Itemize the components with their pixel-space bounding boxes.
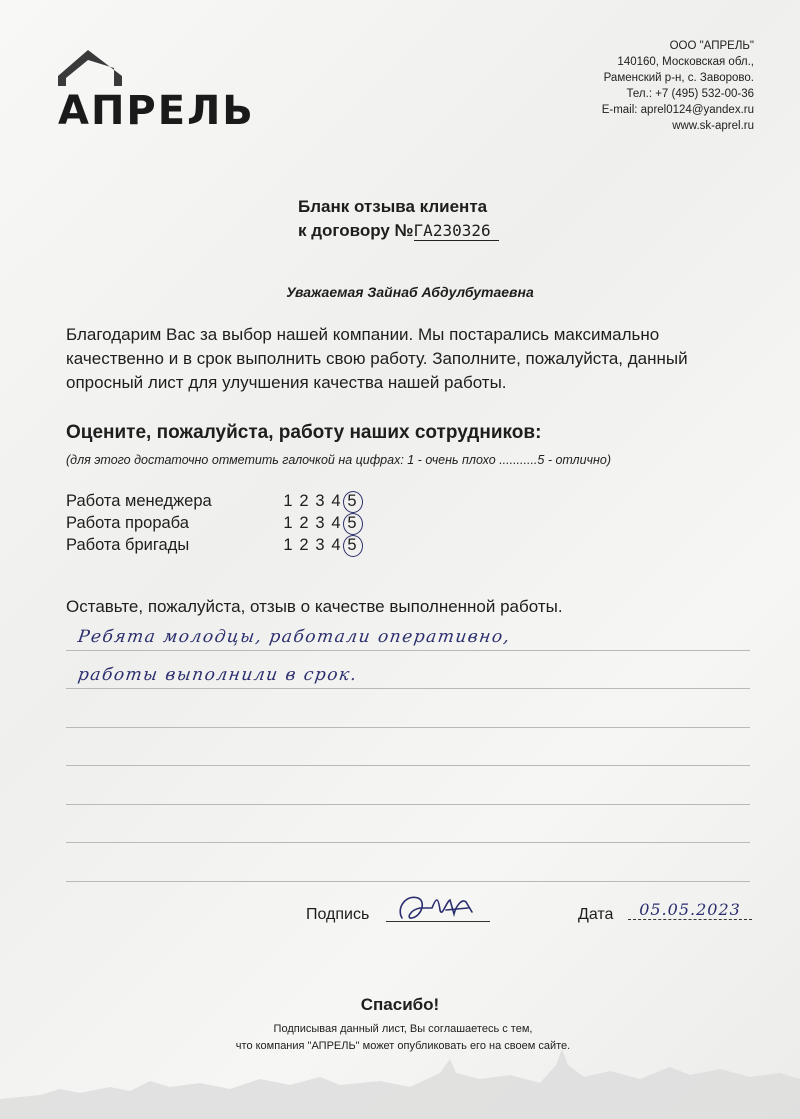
review-line: [66, 805, 750, 844]
greeting: Уважаемая Зайнаб Абдулбутаевна: [286, 284, 534, 300]
rating-option[interactable]: 5: [344, 536, 360, 555]
city-skyline-watermark: [0, 1029, 800, 1119]
form-title: [298, 195, 598, 243]
rating-scale[interactable]: [280, 514, 360, 533]
signature-line[interactable]: [386, 921, 490, 922]
house-roof-icon: [58, 46, 128, 88]
review-line: [66, 766, 750, 805]
review-line: [66, 612, 750, 651]
rating-option[interactable]: 1: [283, 514, 293, 532]
signature-label: Подпись: [306, 906, 370, 923]
review-line: [66, 728, 750, 767]
consent-line: что компания "АПРЕЛЬ" может опубликовать его на своем сайте.: [235, 1040, 571, 1052]
review-line: [66, 843, 750, 882]
rating-option[interactable]: 5: [344, 514, 360, 533]
review-heading: Оставьте, пожалуйста, отзыв о качестве выполненной работы.: [66, 597, 563, 616]
intro-text: Благодарим Вас за выбор нашей компании. Мы постарались максимально качественно и в срок выполнить свою работу. Заполните, пожалуйста, данный опросный лист для улучшения качества нашей работы.: [66, 325, 688, 392]
rating-hint: (для этого достаточно отметить галочкой на цифрах: 1 - очень плохо ...........5 - отлично): [66, 453, 612, 467]
contract-prefix: к договору №: [298, 221, 414, 240]
rating-option[interactable]: 2: [299, 536, 309, 554]
rating-option[interactable]: 3: [315, 536, 325, 554]
title-line-contract: [298, 219, 598, 243]
handwritten-text: работы выполнили в срок.: [76, 665, 359, 685]
rating-option[interactable]: 4: [331, 536, 341, 554]
address-line: 140160, Московская обл.,: [617, 56, 754, 68]
rating-option[interactable]: 2: [299, 514, 309, 532]
rating-row: [66, 534, 466, 556]
rating-row: [66, 490, 466, 512]
rating-scale[interactable]: [280, 536, 360, 555]
rating-label: Работа бригады: [66, 536, 190, 554]
contract-number: ГА230326: [414, 221, 499, 241]
rating-option[interactable]: 4: [331, 514, 341, 532]
ratings-block: [66, 490, 466, 556]
rating-row: [66, 512, 466, 534]
rating-option[interactable]: 5: [344, 492, 360, 511]
rating-label: Работа прораба: [66, 514, 189, 532]
review-lines[interactable]: [66, 612, 750, 882]
rating-option[interactable]: 4: [331, 492, 341, 510]
rating-option[interactable]: 1: [283, 536, 293, 554]
date-label: Дата: [578, 906, 614, 923]
consent-line: Подписывая данный лист, Вы соглашаетесь с тем,: [273, 1023, 533, 1035]
handwritten-text: Ребята молодцы, работали оперативно,: [76, 626, 512, 647]
rating-option[interactable]: 3: [315, 492, 325, 510]
website: www.sk-aprel.ru: [672, 120, 754, 132]
title-line: Бланк отзыва клиента: [298, 197, 488, 216]
rating-option[interactable]: 3: [315, 514, 325, 532]
company-contacts: [524, 38, 754, 134]
logo-text: АПРЕЛЬ: [58, 88, 255, 134]
address-line: Раменский р-н, с. Заворово.: [603, 72, 754, 84]
rating-scale[interactable]: [280, 492, 360, 511]
phone: Тел.: +7 (495) 532-00-36: [626, 88, 754, 100]
rating-option[interactable]: 2: [299, 492, 309, 510]
rating-heading: Оцените, пожалуйста, работу наших сотрудников:: [66, 422, 542, 443]
company-name: ООО "АПРЕЛЬ": [669, 40, 754, 52]
review-line: [66, 651, 750, 690]
rating-label: Работа менеджера: [66, 492, 212, 510]
email: E-mail: aprel0124@yandex.ru: [601, 104, 754, 116]
rating-option[interactable]: 1: [283, 492, 293, 510]
date-field[interactable]: 05.05.2023: [628, 900, 752, 920]
handwritten-signature: [392, 888, 482, 928]
company-logo: [58, 46, 268, 136]
thanks-text: Спасибо!: [360, 995, 440, 1014]
review-line: [66, 689, 750, 728]
